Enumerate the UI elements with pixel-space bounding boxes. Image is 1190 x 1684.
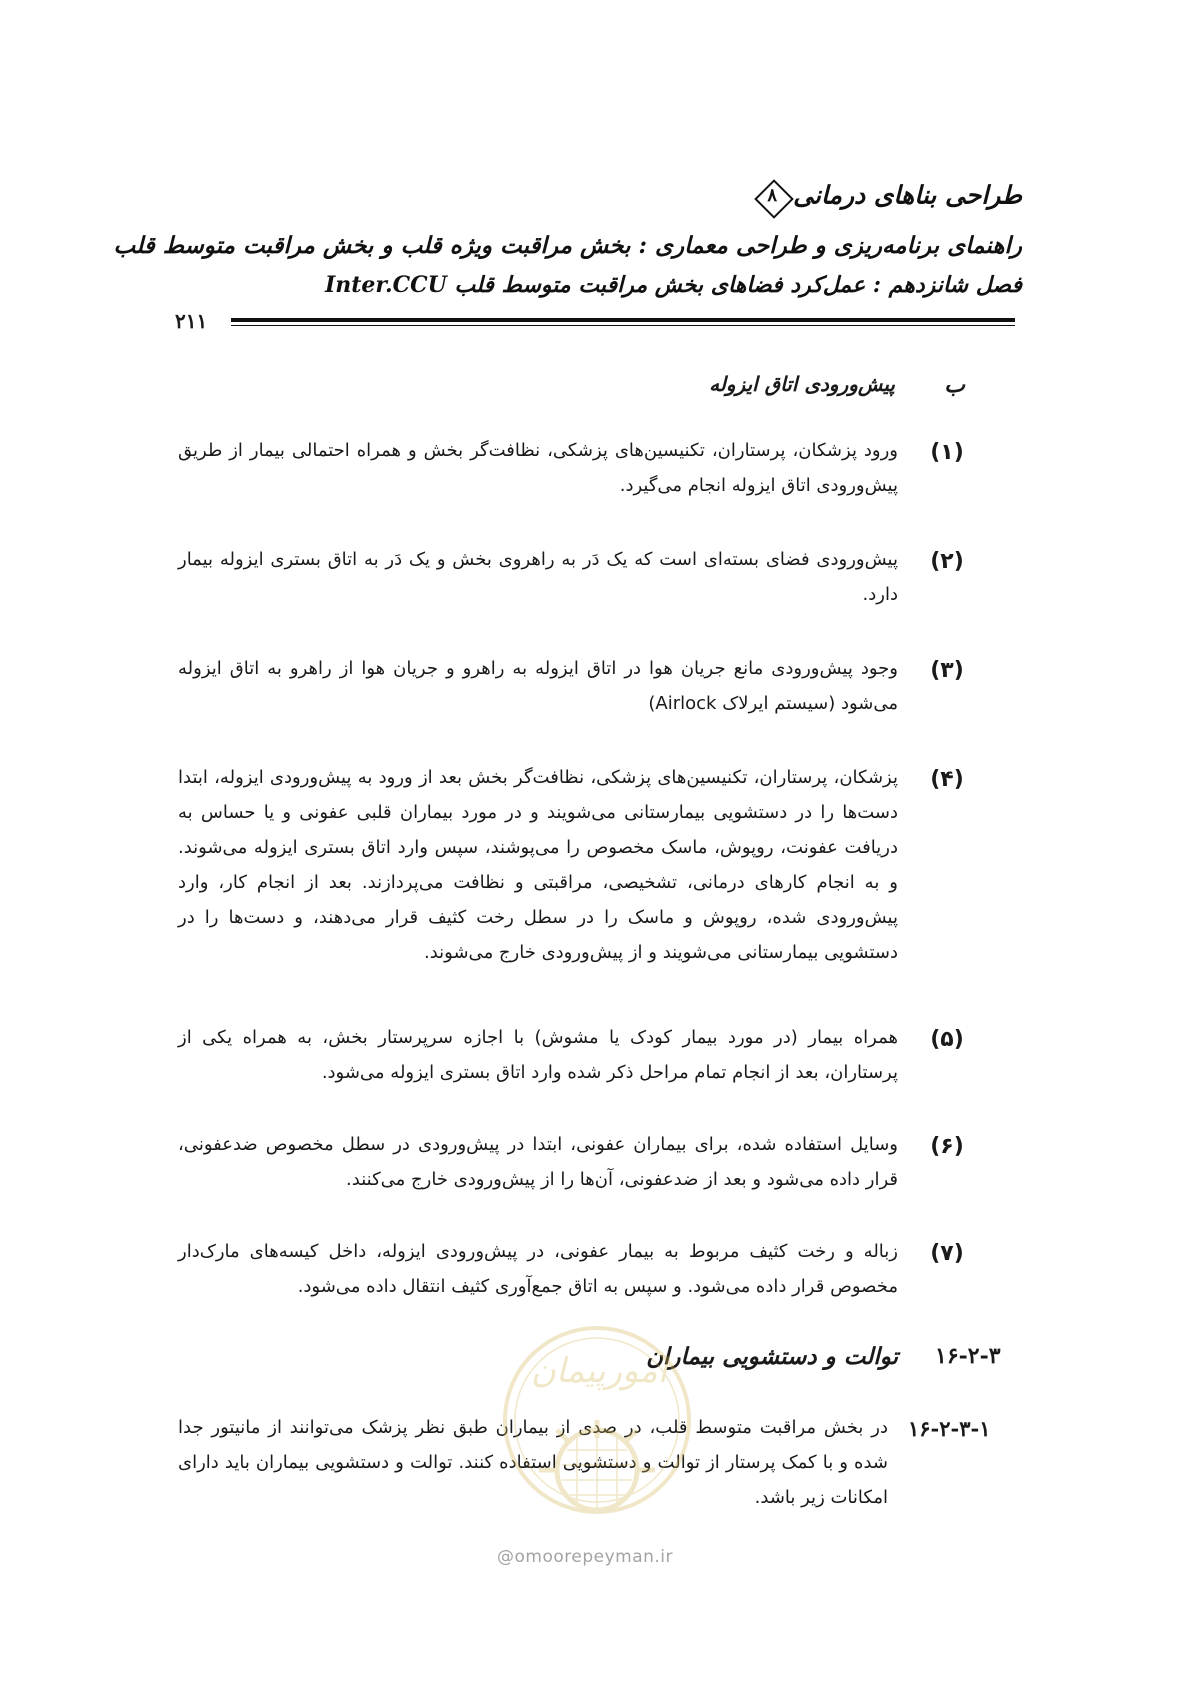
watermark-url: @omoorepeyman.ir <box>497 1547 674 1567</box>
book-title-text: طراحی بناهای درمانی <box>793 180 1022 210</box>
item-text: وسایل استفاده شده، برای بیماران عفونی، ابتدا در پیش‌ورودی در سطل مخصوص ضدعفونی، قرار داده می‌شود و بعد از ضدعفونی، آن‌ها را از پیش‌ورودی خارج می‌کنند. <box>178 1134 898 1190</box>
watermark-brand: امورپیمان <box>530 1351 668 1391</box>
chapter-title <box>325 272 1022 298</box>
item-text: زباله و رخت کثیف مربوط به بیمار عفونی، در پیش‌ورودی ایزوله، داخل کیسه‌های مارک‌دار مخصوص قرار داده می‌شود. و سپس به اتاق جمع‌آوری کثیف انتقال داده می‌شود. <box>178 1241 898 1297</box>
subsubsection-number: ۱۶-۲-۳-۱ <box>908 1416 991 1441</box>
item-number: (۵) <box>930 1027 964 1052</box>
volume-badge <box>755 180 789 214</box>
chapter-title-text: فصل شانزدهم : عمل‌کرد فضاهای بخش مراقبت متوسط قلب <box>454 272 1022 298</box>
rule-thick-line <box>231 318 1015 322</box>
rule-thin-line <box>231 325 1015 326</box>
item-text: همراه بیمار (در مورد بیمار کودک یا مشوش) با اجازه سرپرستار بخش، به همراه یکی از پرستاران، بعد از انجام تمام مراحل ذکر شده وارد اتاق بستری ایزوله می‌شود. <box>178 1027 898 1083</box>
item-text: وجود پیش‌ورودی مانع جریان هوا در اتاق ایزوله به راهرو و جریان هوا از راهرو به اتاق ایزوله می‌شود (سیستم ایرلاک Airlock) <box>178 658 898 714</box>
book-title <box>751 180 1022 214</box>
section-letter: ب <box>944 372 965 398</box>
item-text: ورود پزشکان، پرستاران، تکنیسین‌های پزشکی، نظافت‌گر بخش و همراه احتمالی بیمار از طریق پیش‌ورودی اتاق ایزوله انجام می‌گیرد. <box>178 440 898 496</box>
section-title: پیش‌ورودی اتاق ایزوله <box>709 372 895 396</box>
item-number: (۱) <box>930 440 964 465</box>
item-number: (۲) <box>930 549 964 574</box>
header-rule <box>175 309 1015 333</box>
item-number: (۳) <box>930 658 964 683</box>
guide-title: راهنمای برنامه‌ریزی و طراحی معماری : بخش مراقبت ویژه قلب و بخش مراقبت متوسط قلب <box>113 232 1022 259</box>
item-text: پزشکان، پرستاران، تکنیسین‌های پزشکی، نظافت‌گر بخش بعد از ورود به پیش‌ورودی ایزوله، ابتدا دست‌ها را در دستشویی بیمارستانی می‌شویند و در مورد بیماران قلبی عفونی و یا حساس به دریافت عفونت، روپوش، ماسک مخصوص را می‌پوشند، سپس وارد اتاق بستری ایزوله می‌شوند. و به انجام کارهای درمانی، تشخیصی، مراقبتی و نظافت می‌پردازند. بعد از انجام کار، وارد پیش‌ورودی شده، روپوش و ماسک را در سطل رخت کثیف قرار می‌دهند، و دست‌ها را در دستشویی بیمارستانی می‌شویند و از پیش‌ورودی خارج می‌شوند. <box>178 767 898 963</box>
subsection-title: توالت و دستشویی بیماران <box>646 1343 898 1370</box>
subsection-number: ۱۶-۲-۳ <box>935 1343 1001 1369</box>
item-number: (۴) <box>930 767 964 792</box>
item-number: (۷) <box>930 1241 964 1266</box>
item-text: پیش‌ورودی فضای بسته‌ای است که یک دَر به راهروی بخش و یک دَر به اتاق بستری ایزوله بیمار دارد. <box>178 549 898 605</box>
volume-number: ۸ <box>767 185 777 206</box>
page-number: ۲۱۱ <box>175 309 208 333</box>
watermark-logo <box>487 1320 707 1530</box>
subsubsection-text: در بخش مراقبت متوسط قلب، در صدی از بیماران طبق نظر پزشک می‌توانند از مانیتور جدا شده و با کمک پرستار از توالت و دستشویی استفاده کنند. توالت و دستشویی بیماران باید دارای امکانات زیر باشد. <box>178 1417 888 1508</box>
item-number: (۶) <box>930 1134 964 1159</box>
chapter-title-latin: Inter.CCU <box>324 272 447 298</box>
